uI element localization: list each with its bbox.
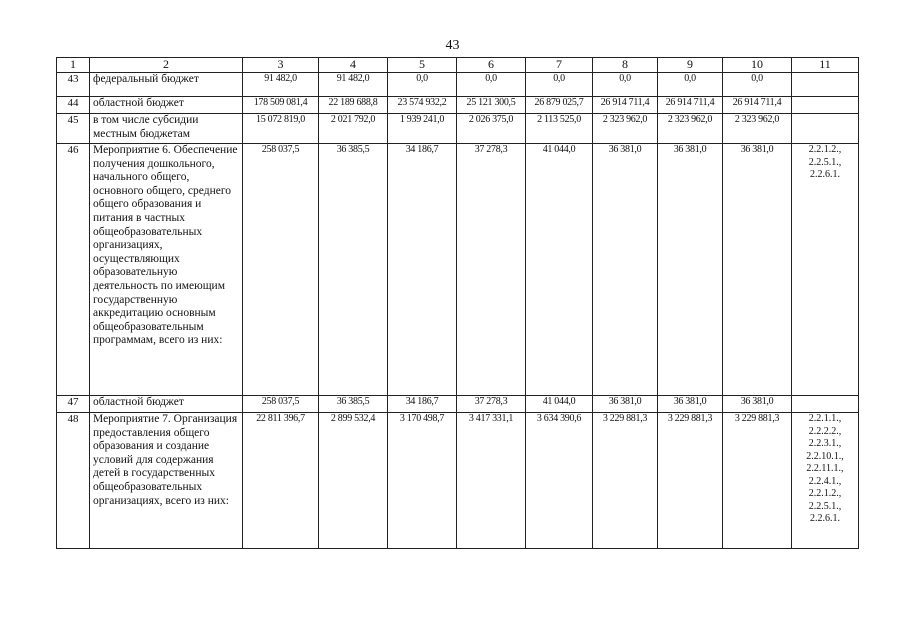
table-row <box>57 97 859 114</box>
value-cell: 3 229 881,3 <box>593 413 658 549</box>
row-name: Мероприятие 7. Организация предоставления общего образования и создание условий для содержания детей в государственных общеобразовательных организациях, всего из них: <box>90 413 243 549</box>
header-cell: 2 <box>90 58 243 73</box>
value-cell: 15 072 819,0 <box>243 114 319 144</box>
value-cell: 41 044,0 <box>526 144 593 396</box>
value-cell: 37 278,3 <box>457 144 526 396</box>
row-number: 48 <box>57 413 90 549</box>
value-cell: 3 170 498,7 <box>388 413 457 549</box>
value-cell: 26 914 711,4 <box>658 97 723 114</box>
value-cell: 2 021 792,0 <box>319 114 388 144</box>
value-cell: 178 509 081,4 <box>243 97 319 114</box>
value-cell: 36 381,0 <box>658 396 723 413</box>
row-number: 45 <box>57 114 90 144</box>
value-cell: 91 482,0 <box>319 73 388 97</box>
reference-cell <box>792 97 859 114</box>
value-cell: 2 323 962,0 <box>723 114 792 144</box>
value-cell: 36 381,0 <box>723 144 792 396</box>
table-row <box>57 396 859 413</box>
value-cell: 36 381,0 <box>723 396 792 413</box>
reference-cell <box>792 396 859 413</box>
value-cell: 25 121 300,5 <box>457 97 526 114</box>
row-name: Мероприятие 6. Обеспечение получения дошкольного, начального общего, основного общего, среднего общего образования и питания в частных общеобразовательных организациях, осуществляющих образовательную деятельность по имеющим государственную аккредитацию основным общеобразовательным программам, всего из них: <box>90 144 243 396</box>
value-cell: 36 381,0 <box>658 144 723 396</box>
row-name: федеральный бюджет <box>90 73 243 97</box>
value-cell: 26 879 025,7 <box>526 97 593 114</box>
value-cell: 0,0 <box>526 73 593 97</box>
budget-table <box>56 57 859 549</box>
value-cell: 34 186,7 <box>388 396 457 413</box>
value-cell: 2 323 962,0 <box>593 114 658 144</box>
row-name: в том числе субсидии местным бюджетам <box>90 114 243 144</box>
value-cell: 36 385,5 <box>319 144 388 396</box>
value-cell: 2 899 532,4 <box>319 413 388 549</box>
value-cell: 1 939 241,0 <box>388 114 457 144</box>
header-cell: 7 <box>526 58 593 73</box>
value-cell: 3 229 881,3 <box>723 413 792 549</box>
value-cell: 2 323 962,0 <box>658 114 723 144</box>
row-number: 43 <box>57 73 90 97</box>
value-cell: 258 037,5 <box>243 396 319 413</box>
value-cell: 26 914 711,4 <box>723 97 792 114</box>
value-cell: 2 113 525,0 <box>526 114 593 144</box>
table-row <box>57 144 859 396</box>
header-cell: 10 <box>723 58 792 73</box>
header-cell: 11 <box>792 58 859 73</box>
value-cell: 2 026 375,0 <box>457 114 526 144</box>
value-cell: 34 186,7 <box>388 144 457 396</box>
table-row <box>57 73 859 97</box>
header-cell: 8 <box>593 58 658 73</box>
reference-cell: 2.2.1.1., 2.2.2.2., 2.2.3.1., 2.2.10.1., 2.2.11.1., 2.2.4.1., 2.2.1.2., 2.2.5.1., 2.2.6.1. <box>792 413 859 549</box>
value-cell: 3 229 881,3 <box>658 413 723 549</box>
table-row <box>57 413 859 549</box>
value-cell: 36 381,0 <box>593 144 658 396</box>
value-cell: 22 189 688,8 <box>319 97 388 114</box>
value-cell: 3 634 390,6 <box>526 413 593 549</box>
value-cell: 26 914 711,4 <box>593 97 658 114</box>
row-number: 47 <box>57 396 90 413</box>
reference-cell: 2.2.1.2., 2.2.5.1., 2.2.6.1. <box>792 144 859 396</box>
row-number: 44 <box>57 97 90 114</box>
header-cell: 5 <box>388 58 457 73</box>
value-cell: 3 417 331,1 <box>457 413 526 549</box>
value-cell: 0,0 <box>723 73 792 97</box>
page-number: 43 <box>445 38 460 53</box>
reference-cell <box>792 73 859 97</box>
value-cell: 36 381,0 <box>593 396 658 413</box>
header-row <box>57 58 859 73</box>
header-cell: 4 <box>319 58 388 73</box>
value-cell: 23 574 932,2 <box>388 97 457 114</box>
reference-cell <box>792 114 859 144</box>
table-row <box>57 114 859 144</box>
value-cell: 0,0 <box>658 73 723 97</box>
value-cell: 37 278,3 <box>457 396 526 413</box>
value-cell: 0,0 <box>388 73 457 97</box>
header-cell: 1 <box>57 58 90 73</box>
value-cell: 36 385,5 <box>319 396 388 413</box>
header-cell: 6 <box>457 58 526 73</box>
value-cell: 258 037,5 <box>243 144 319 396</box>
row-name: областной бюджет <box>90 97 243 114</box>
header-cell: 9 <box>658 58 723 73</box>
value-cell: 22 811 396,7 <box>243 413 319 549</box>
value-cell: 91 482,0 <box>243 73 319 97</box>
header-cell: 3 <box>243 58 319 73</box>
row-name: областной бюджет <box>90 396 243 413</box>
value-cell: 41 044,0 <box>526 396 593 413</box>
row-number: 46 <box>57 144 90 396</box>
value-cell: 0,0 <box>457 73 526 97</box>
value-cell: 0,0 <box>593 73 658 97</box>
